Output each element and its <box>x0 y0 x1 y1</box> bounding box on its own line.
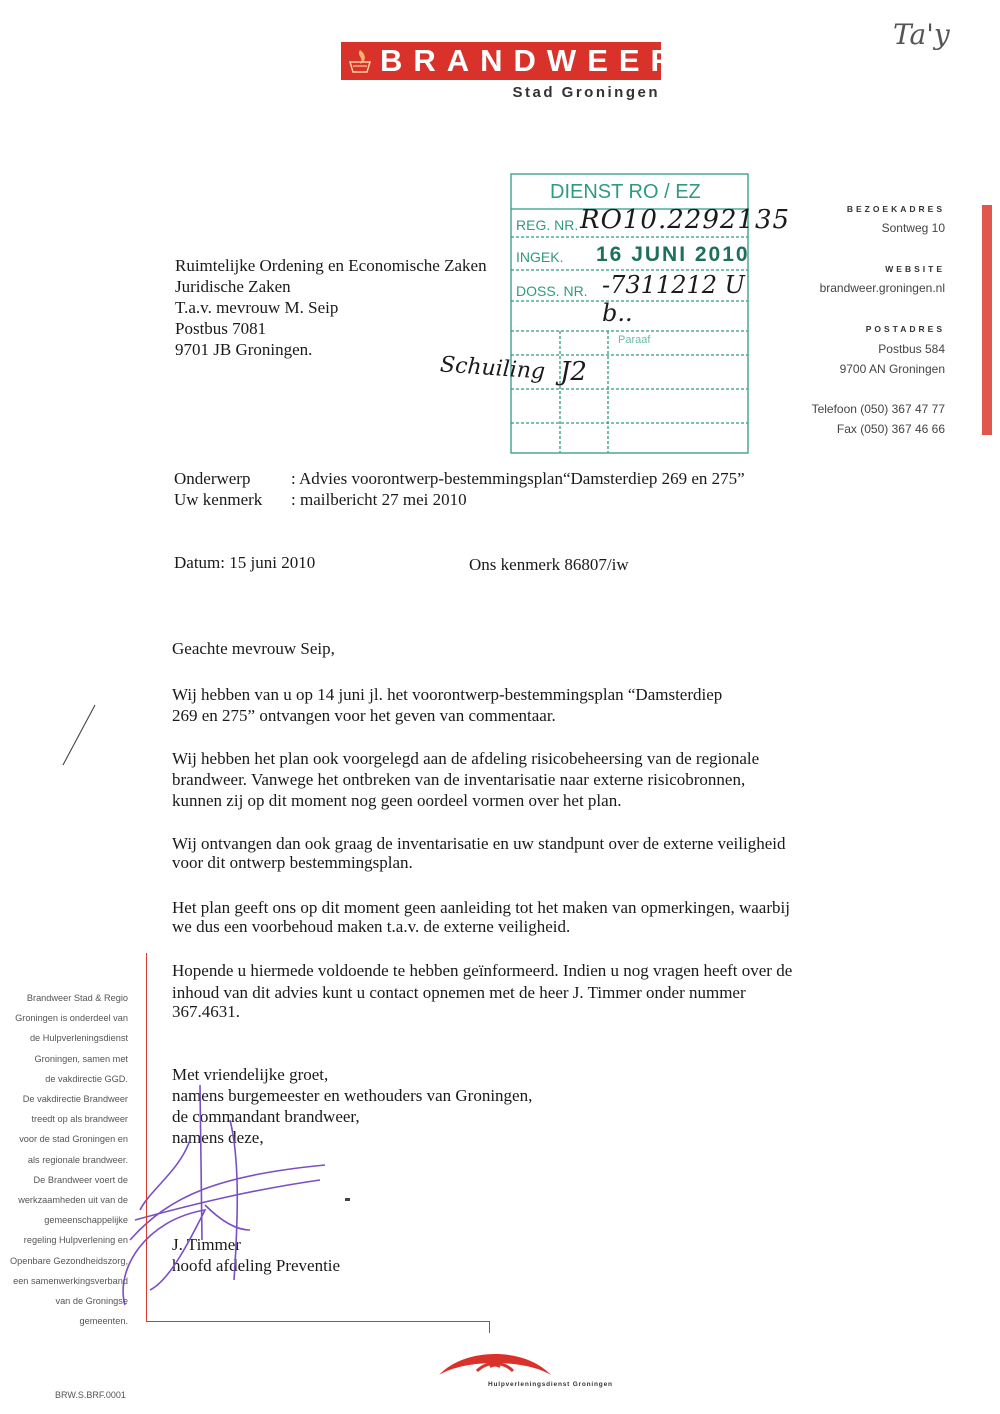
recipient-line2: Juridische Zaken <box>175 277 291 296</box>
visit-address-value: Sontweg 10 <box>881 221 945 235</box>
paragraph-2-line-2: brandweer. Vanwege het ontbreken van de inventarisatie naar externe risicobronnen, <box>172 770 746 789</box>
postal-address-line2: 9700 AN Groningen <box>839 362 945 376</box>
sidebar-line: Brandweer Stad & Regio <box>26 993 128 1003</box>
footer-form-code: BRW.S.BRF.0001 <box>55 1390 126 1400</box>
stamp-header: DIENST RO / EZ <box>550 181 701 203</box>
closing-line-2: namens burgemeester en wethouders van Groningen, <box>172 1086 533 1105</box>
hulpverleningsdienst-logo-icon <box>435 1345 555 1385</box>
sidebar-line: gemeenten. <box>79 1316 128 1327</box>
stamp-reg-label: REG. NR. <box>516 217 579 233</box>
paragraph-4-line-1: Het plan geeft ons op dit moment geen aanleiding tot het maken van opmerkingen, waarbij <box>172 898 790 917</box>
closing-line-1: Met vriendelijke groet, <box>172 1065 329 1084</box>
paragraph-5-line-2: inhoud van dit advies kunt u contact opnemen met de heer J. Timmer onder nummer <box>172 983 746 1002</box>
stamp-doss-value: -7311212 U b.. <box>602 271 745 327</box>
recipient-line1: Ruimtelijke Ordening en Economische Zaken <box>175 256 487 275</box>
closing-line-3: de commandant brandweer, <box>172 1107 360 1126</box>
sidebar-line: De vakdirectie Brandweer <box>22 1094 128 1105</box>
signatory-title: hoofd afdeling Preventie <box>172 1256 341 1275</box>
handwritten-name: Schuiling <box>439 352 546 385</box>
paragraph-4-line-2: we dus een voorbehoud maken t.a.v. de externe veiligheid. <box>172 917 571 936</box>
subject-label: Onderwerp <box>174 469 251 488</box>
recipient-line5: 9701 JB Groningen. <box>175 340 313 359</box>
sidebar-line: Groningen, samen met <box>34 1053 128 1064</box>
sidebar-line: werkzaamheden uit van de <box>18 1195 128 1206</box>
fax-number: Fax (050) 367 46 66 <box>836 422 945 436</box>
recipient-line4: Postbus 7081 <box>175 319 267 338</box>
sidebar-line: De Brandweer voert de <box>33 1174 128 1185</box>
subject-value: : Advies voorontwerp-bestemmingsplan“Damsterdiep 269 en 275” <box>291 469 745 488</box>
red-frame-tick <box>489 1321 490 1333</box>
sidebar-line: de vakdirectie GGD. <box>45 1073 128 1084</box>
website-link[interactable]: brandweer.groningen.nl <box>819 281 945 295</box>
red-edge-stripe <box>982 205 992 435</box>
sidebar-line: van de Groningse <box>55 1296 128 1307</box>
letter-date: Datum: 15 juni 2010 <box>174 553 316 572</box>
sidebar-line: treedt op als brandweer <box>31 1114 128 1125</box>
paragraph-2-line-3: kunnen zij op dit moment nog geen oordeel vormen over het plan. <box>172 791 622 810</box>
recipient-line3: T.a.v. mevrouw M. Seip <box>175 298 339 317</box>
website-label: WEBSITE <box>885 264 945 274</box>
received-stamp <box>510 173 791 453</box>
red-frame-vertical <box>146 953 147 1321</box>
stamp-ingek-label: INGEK. <box>516 249 564 265</box>
stamp-reg-value: RO10.2292135 <box>580 205 791 235</box>
sidebar-line: Groningen is onderdeel van <box>15 1013 128 1024</box>
closing-line-4: namens deze, <box>172 1128 264 1147</box>
sidebar-line: een samenwerkingsverband <box>13 1275 128 1286</box>
paragraph-1-line-1: Wij hebben van u op 14 juni jl. het voorontwerp-bestemmingsplan “Damsterdiep <box>172 685 723 704</box>
postal-address-line1: Postbus 584 <box>878 342 945 356</box>
paragraph-3-line-2: voor dit ontwerp bestemmingsplan. <box>172 853 413 872</box>
corner-handwritten-note: Ta'y <box>893 18 950 51</box>
handwritten-signature <box>110 1080 340 1310</box>
red-frame-horizontal <box>146 1321 490 1322</box>
postal-address-label: POSTADRES <box>865 324 945 334</box>
brand-name: BRANDWEER <box>380 43 684 78</box>
sidebar-line: regeling Hulpverlening en <box>23 1235 128 1246</box>
paragraph-5-line-3: 367.4631. <box>172 1002 240 1021</box>
fire-emblem-icon <box>345 46 375 76</box>
visit-address-label: BEZOEKADRES <box>846 204 945 214</box>
our-reference: Ons kenmerk 86807/iw <box>469 555 629 574</box>
stamp-handwritten-code: J2 <box>560 357 587 387</box>
ink-dot <box>345 1198 350 1201</box>
stamp-column-paraaf: Paraaf <box>618 334 651 346</box>
sidebar-line: voor de stad Groningen en <box>19 1134 128 1145</box>
sidebar-line: de Hulpverleningsdienst <box>29 1033 128 1044</box>
stamp-date: 16 JUNI 2010 <box>596 243 750 266</box>
reference-label: Uw kenmerk <box>174 490 263 509</box>
paragraph-2-line-1: Wij hebben het plan ook voorgelegd aan de afdeling risicobeheersing van de regionale <box>172 749 760 768</box>
paragraph-5-line-1: Hopende u hiermede voldoende te hebben geïnformeerd. Indien u nog vragen heeft over de <box>172 961 793 980</box>
margin-pen-stroke <box>55 700 100 770</box>
sidebar-line: Openbare Gezondheidszorg, <box>10 1255 128 1266</box>
phone-number: Telefoon (050) 367 47 77 <box>811 402 945 416</box>
paragraph-1-line-2: 269 en 275” ontvangen voor het geven van commentaar. <box>172 706 556 725</box>
footer-organisation: Hulpverleningsdienst Groningen <box>488 1381 613 1388</box>
brand-subtitle: Stad Groningen <box>512 84 660 101</box>
stamp-doss-label: DOSS. NR. <box>516 283 588 299</box>
organisation-sidebar <box>10 988 128 1331</box>
signatory-name: J. Timmer <box>172 1235 241 1254</box>
sidebar-line: gemeenschappelijke <box>44 1215 128 1226</box>
reference-value: : mailbericht 27 mei 2010 <box>291 490 467 509</box>
paragraph-3-line-1: Wij ontvangen dan ook graag de inventarisatie en uw standpunt over de externe veiligheid <box>172 834 786 853</box>
sidebar-line: als regionale brandweer. <box>27 1154 128 1165</box>
salutation: Geachte mevrouw Seip, <box>172 639 335 658</box>
